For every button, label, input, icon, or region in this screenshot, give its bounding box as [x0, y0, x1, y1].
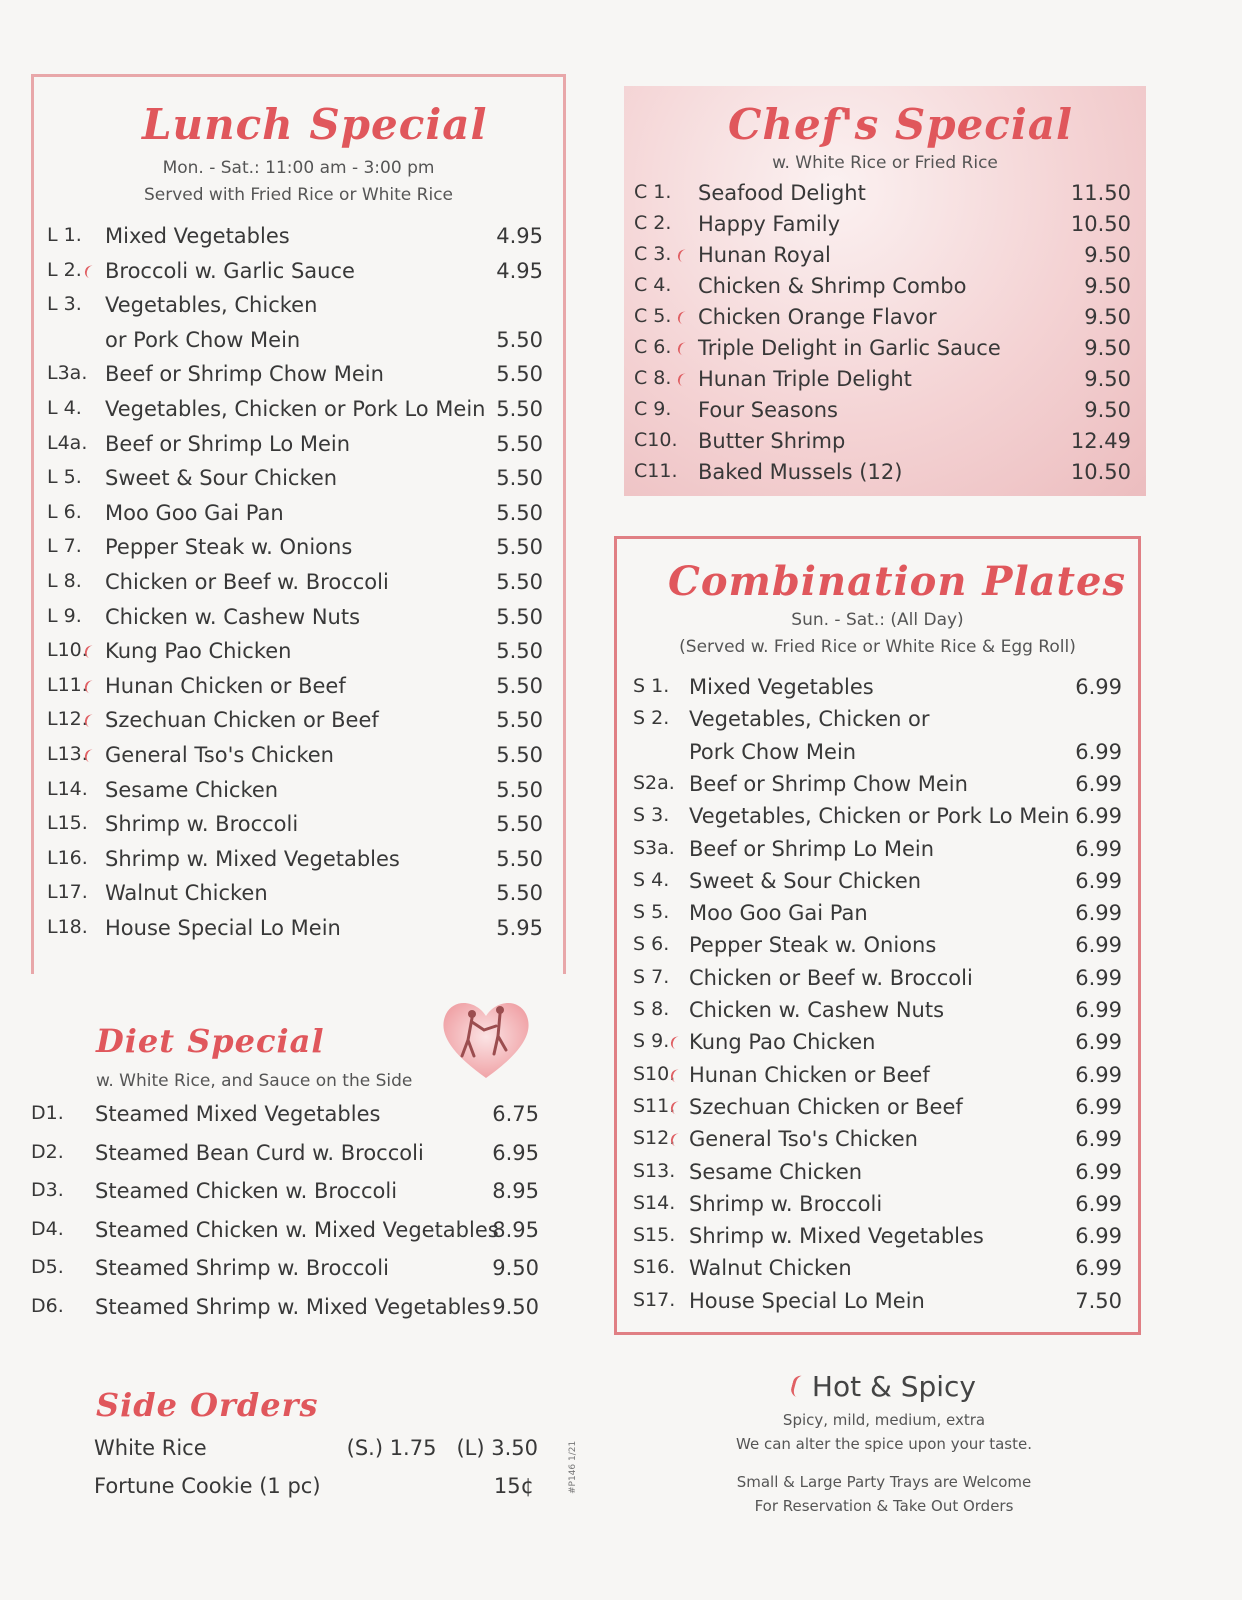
item-name: Chicken w. Cashew Nuts — [105, 604, 361, 629]
side-item-white-rice — [94, 1436, 538, 1464]
diet-menu-item — [31, 1256, 539, 1284]
combo-menu-item — [633, 933, 1122, 961]
item-name: Beef or Shrimp Chow Mein — [105, 362, 384, 387]
lunch-menu-item — [47, 466, 543, 494]
item-name: Walnut Chicken — [105, 881, 268, 906]
item-price: 8.95 — [492, 1217, 539, 1242]
lunch-menu-item — [47, 605, 543, 633]
item-price: 6.99 — [1075, 1094, 1122, 1119]
item-name: Sweet & Sour Chicken — [105, 466, 338, 491]
item-code: S13. — [633, 1159, 676, 1182]
item-code: C 8. — [634, 367, 672, 389]
item-name: Shrimp w. Mixed Vegetables — [105, 846, 400, 871]
item-code: C 3. — [634, 243, 672, 265]
lunch-menu-item — [47, 674, 543, 702]
combo-menu-item — [633, 1160, 1122, 1188]
item-price: 5.50 — [496, 327, 543, 352]
combination-plates-title: Combination Plates — [668, 558, 1126, 605]
item-code: L3a. — [47, 362, 88, 385]
item-code: S 2. — [633, 707, 670, 730]
item-price: 9.50 — [1084, 398, 1131, 422]
item-code: S11. — [633, 1094, 676, 1117]
item-price: 5.95 — [496, 916, 543, 940]
lunch-menu-item — [47, 639, 543, 667]
combo-menu-item — [633, 1256, 1122, 1284]
item-code: D2. — [31, 1140, 64, 1163]
item-name: General Tso's Chicken — [105, 743, 334, 767]
item-code: D4. — [31, 1217, 64, 1240]
item-price: 9.50 — [1084, 367, 1131, 391]
item-price: 5.50 — [496, 743, 543, 767]
lunch-menu-item — [47, 570, 543, 598]
item-name: Butter Shrimp — [698, 429, 846, 453]
lunch-menu-item — [47, 847, 543, 875]
item-code: L 2. — [47, 258, 82, 281]
chef-menu-item — [634, 429, 1131, 457]
combo-menu-item — [633, 707, 1122, 735]
item-name: Beef or Shrimp Lo Mein — [105, 431, 351, 456]
item-name: Moo Goo Gai Pan — [105, 500, 284, 525]
spicy-levels: Spicy, mild, medium, extra — [782, 1411, 986, 1429]
lunch-menu-item — [47, 708, 543, 736]
chili-pepper-icon — [676, 310, 687, 325]
item-code: L17. — [47, 881, 88, 904]
item-code: S 3. — [633, 804, 670, 827]
chef-menu-item — [634, 367, 1131, 395]
chef-menu-item — [634, 274, 1131, 302]
side-item-name: Fortune Cookie (1 pc) — [94, 1474, 321, 1498]
chefs-special-title: Chef's Special — [728, 100, 1073, 149]
item-price: 6.99 — [1075, 1256, 1122, 1281]
item-code: L 5. — [47, 466, 82, 489]
item-name: Steamed Chicken w. Broccoli — [95, 1179, 398, 1203]
lunch-served-note: Served with Fried Rice or White Rice — [143, 185, 454, 205]
item-price: 6.99 — [1075, 804, 1122, 829]
item-name: Mixed Vegetables — [105, 224, 290, 248]
item-code: D5. — [31, 1256, 64, 1278]
item-code: S 5. — [633, 901, 670, 924]
item-name: House Special Lo Mein — [105, 916, 341, 940]
item-name: Shrimp w. Mixed Vegetables — [689, 1224, 984, 1249]
item-name: Hunan Royal — [698, 243, 831, 267]
item-code: C 9. — [634, 398, 672, 420]
item-name: Beef or Shrimp Chow Mein — [689, 771, 968, 796]
item-code: L15. — [47, 812, 88, 835]
chili-pepper-icon — [676, 341, 687, 356]
item-price: 6.99 — [1075, 933, 1122, 958]
item-name: Happy Family — [698, 212, 840, 236]
item-name: Hunan Chicken or Beef — [105, 673, 346, 698]
item-code: C 2. — [634, 212, 672, 234]
item-code: C11. — [634, 460, 678, 482]
item-code: L11. — [47, 673, 88, 696]
item-code: C 5. — [634, 305, 672, 327]
combo-menu-item — [633, 998, 1122, 1026]
item-name: Steamed Shrimp w. Mixed Vegetables — [95, 1294, 491, 1319]
item-name: Chicken w. Cashew Nuts — [689, 998, 945, 1022]
item-name: Chicken or Beef w. Broccoli — [689, 965, 973, 990]
lunch-menu-item — [47, 916, 543, 944]
diet-special-title: Diet Special — [96, 1022, 325, 1060]
combo-menu-item — [633, 1063, 1122, 1091]
item-price: 5.50 — [496, 881, 543, 906]
item-name: Vegetables, Chicken — [105, 293, 318, 318]
item-price: 9.50 — [492, 1294, 539, 1319]
lunch-menu-item — [47, 812, 543, 840]
item-name: Pepper Steak w. Onions — [689, 933, 937, 958]
item-code: L10. — [47, 639, 88, 662]
heart-dancers-icon — [438, 996, 534, 1080]
hot-spicy-heading — [790, 1370, 976, 1403]
item-price: 5.50 — [496, 777, 543, 802]
combo-menu-item — [633, 1289, 1122, 1317]
item-code: L14. — [47, 777, 88, 800]
item-code: S15. — [633, 1224, 676, 1247]
item-price: 6.99 — [1075, 739, 1122, 764]
lunch-menu-item — [47, 362, 543, 390]
item-price: 12.49 — [1070, 429, 1131, 453]
item-code: S17. — [633, 1288, 676, 1311]
diet-menu-item — [31, 1102, 539, 1130]
combo-hours: Sun. - Sat.: (All Day) — [791, 610, 964, 630]
item-name: Beef or Shrimp Lo Mein — [689, 836, 935, 861]
combo-menu-item — [633, 804, 1122, 832]
item-price: 6.99 — [1075, 675, 1122, 699]
print-code: #P146 1/21 — [568, 1440, 578, 1494]
combo-menu-item — [633, 1127, 1122, 1155]
item-name: Mixed Vegetables — [689, 675, 874, 699]
item-code: S14. — [633, 1191, 676, 1214]
item-code: S2a. — [633, 771, 675, 794]
spicy-note: We can alter the spice upon your taste. — [736, 1435, 1032, 1453]
item-code: C10. — [634, 429, 678, 451]
chili-pepper-icon — [669, 1035, 680, 1050]
item-price: 9.50 — [1084, 336, 1131, 360]
item-name: Triple Delight in Garlic Sauce — [698, 336, 1001, 360]
item-code: S10. — [633, 1062, 676, 1085]
lunch-menu-item — [47, 501, 543, 529]
chili-pepper-icon — [676, 248, 687, 263]
item-price: 5.50 — [496, 397, 543, 421]
chef-menu-item — [634, 460, 1131, 488]
item-name: Pepper Steak w. Onions — [105, 535, 353, 560]
item-price: 6.75 — [492, 1102, 539, 1126]
item-name: Chicken or Beef w. Broccoli — [105, 570, 389, 594]
lunch-menu-item — [47, 881, 543, 909]
item-name: Hunan Triple Delight — [698, 367, 912, 391]
item-code: L 6. — [47, 500, 82, 523]
item-price: 5.50 — [496, 535, 543, 560]
diet-menu-item — [31, 1218, 539, 1246]
item-code: L 3. — [47, 293, 82, 316]
diet-note: w. White Rice, and Sauce on the Side — [96, 1071, 413, 1091]
lunch-hours: Mon. - Sat.: 11:00 am - 3:00 pm — [162, 158, 435, 178]
item-code: D6. — [31, 1294, 64, 1317]
item-price: 4.95 — [496, 224, 543, 248]
diet-menu-item — [31, 1295, 539, 1323]
item-name: House Special Lo Mein — [689, 1288, 925, 1313]
item-name: Szechuan Chicken or Beef — [105, 708, 379, 733]
combo-menu-item — [633, 1030, 1122, 1058]
combo-menu-item — [633, 675, 1122, 703]
item-price: 5.50 — [496, 466, 543, 491]
item-price: 5.50 — [496, 673, 543, 698]
lunch-menu-item — [47, 743, 543, 771]
item-name: Steamed Mixed Vegetables — [95, 1102, 381, 1126]
item-code: L4a. — [47, 431, 88, 454]
item-name: Vegetables, Chicken or Pork Lo Mein — [105, 397, 486, 421]
item-code: L 8. — [47, 570, 82, 592]
item-name: Sesame Chicken — [105, 777, 279, 802]
item-name: Steamed Bean Curd w. Broccoli — [95, 1140, 424, 1165]
item-price: 6.99 — [1075, 771, 1122, 796]
item-price: 6.99 — [1075, 1127, 1122, 1152]
side-orders-title: Side Orders — [96, 1386, 319, 1424]
item-code: S 6. — [633, 933, 670, 956]
item-price: 6.99 — [1075, 901, 1122, 926]
item-name: Broccoli w. Garlic Sauce — [105, 258, 355, 283]
item-code: L 4. — [47, 397, 82, 419]
item-name: Walnut Chicken — [689, 1256, 852, 1281]
item-name: Sweet & Sour Chicken — [689, 868, 922, 893]
item-code: L16. — [47, 846, 88, 869]
chili-pepper-icon — [83, 264, 94, 279]
item-price: 10.50 — [1070, 460, 1131, 484]
item-price: 6.99 — [1075, 998, 1122, 1022]
lunch-menu-item — [47, 432, 543, 460]
item-price: 5.50 — [496, 812, 543, 837]
item-code: S3a. — [633, 836, 675, 859]
item-price: 5.50 — [496, 431, 543, 456]
side-item-name: White Rice — [94, 1436, 207, 1460]
item-code: C 6. — [634, 336, 672, 358]
item-price: 5.50 — [496, 500, 543, 525]
combo-menu-item — [633, 901, 1122, 929]
combo-menu-item — [633, 966, 1122, 994]
item-price: 7.50 — [1075, 1288, 1122, 1313]
item-name: Four Seasons — [698, 398, 838, 422]
item-name: Hunan Chicken or Beef — [689, 1062, 930, 1087]
item-price: 11.50 — [1070, 181, 1131, 205]
item-price: 6.99 — [1075, 1030, 1122, 1055]
item-price: 5.50 — [496, 362, 543, 387]
reservation-note: For Reservation & Take Out Orders — [754, 1497, 1014, 1515]
item-code: S12. — [633, 1127, 676, 1150]
item-price: 6.95 — [492, 1140, 539, 1165]
lunch-menu-item — [47, 535, 543, 563]
item-name: Vegetables, Chicken or — [689, 707, 930, 732]
item-name: Kung Pao Chicken — [105, 639, 292, 664]
item-name: Chicken & Shrimp Combo — [698, 274, 967, 298]
item-price: 8.95 — [492, 1179, 539, 1203]
item-price: 5.50 — [496, 708, 543, 733]
item-name: Shrimp w. Broccoli — [689, 1191, 883, 1216]
combo-menu-item — [633, 1224, 1122, 1252]
item-code: C 4. — [634, 274, 672, 296]
item-price: 10.50 — [1070, 212, 1131, 236]
side-item-price: 15¢ — [493, 1474, 534, 1498]
item-name: Vegetables, Chicken or Pork Lo Mein — [689, 804, 1070, 829]
item-name: Steamed Chicken w. Mixed Vegetables — [95, 1217, 499, 1242]
item-name: Baked Mussels (12) — [698, 460, 903, 484]
item-code: L 7. — [47, 535, 82, 558]
item-code: L13. — [47, 743, 88, 765]
item-name: Kung Pao Chicken — [689, 1030, 876, 1055]
lunch-menu-item — [47, 328, 543, 356]
item-name: Pork Chow Mein — [689, 739, 857, 764]
item-code: S 1. — [633, 675, 670, 697]
item-price: 6.99 — [1075, 836, 1122, 861]
chili-pepper-icon — [789, 1374, 805, 1398]
item-price: 9.50 — [1084, 274, 1131, 298]
item-name: Sesame Chicken — [689, 1159, 863, 1184]
lunch-menu-item — [47, 224, 543, 252]
lunch-menu-item — [47, 293, 543, 321]
item-price: 5.50 — [496, 570, 543, 594]
diet-menu-item — [31, 1179, 539, 1207]
item-price: 4.95 — [496, 258, 543, 283]
combo-menu-item — [633, 772, 1122, 800]
item-code: D1. — [31, 1102, 64, 1124]
item-price: 6.99 — [1075, 1224, 1122, 1249]
item-name: or Pork Chow Mein — [105, 327, 301, 352]
lunch-menu-item — [47, 259, 543, 287]
chef-menu-item — [634, 181, 1131, 209]
item-price: 5.50 — [496, 846, 543, 871]
item-name: General Tso's Chicken — [689, 1127, 918, 1152]
chef-menu-item — [634, 212, 1131, 240]
lunch-special-title: Lunch Special — [142, 100, 488, 149]
item-code: S 8. — [633, 998, 670, 1020]
chef-menu-item — [634, 243, 1131, 271]
chef-menu-item — [634, 336, 1131, 364]
combo-menu-item — [633, 740, 1122, 768]
item-price: 9.50 — [492, 1256, 539, 1280]
item-code: L 1. — [47, 224, 82, 246]
combo-menu-item — [633, 1095, 1122, 1123]
side-item-fortune-cookie — [94, 1474, 534, 1502]
item-name: Chicken Orange Flavor — [698, 305, 937, 329]
item-name: Moo Goo Gai Pan — [689, 901, 868, 926]
item-price: 6.99 — [1075, 1159, 1122, 1184]
item-name: Steamed Shrimp w. Broccoli — [95, 1256, 389, 1280]
combo-menu-item — [633, 837, 1122, 865]
side-item-price: (S.) 1.75 (L) 3.50 — [346, 1436, 538, 1460]
diet-menu-item — [31, 1141, 539, 1169]
item-code: S 4. — [633, 868, 670, 891]
item-price: 6.99 — [1075, 965, 1122, 990]
chefs-special-note: w. White Rice or Fried Rice — [772, 153, 998, 173]
combo-served-note: (Served w. Fried Rice or White Rice & Egg Roll) — [679, 637, 1076, 657]
item-price: 5.50 — [496, 604, 543, 629]
lunch-menu-item — [47, 778, 543, 806]
item-code: S 9. — [633, 1030, 670, 1053]
party-trays-note: Small & Large Party Trays are Welcome — [736, 1473, 1032, 1491]
chef-menu-item — [634, 398, 1131, 426]
item-price: 9.50 — [1084, 243, 1131, 267]
item-name: Shrimp w. Broccoli — [105, 812, 299, 837]
item-price: 9.50 — [1084, 305, 1131, 329]
item-code: L18. — [47, 916, 88, 938]
item-code: D3. — [31, 1179, 64, 1201]
combo-menu-item — [633, 1192, 1122, 1220]
item-price: 6.99 — [1075, 1191, 1122, 1216]
item-code: S 7. — [633, 965, 670, 988]
item-name: Seafood Delight — [698, 181, 866, 205]
item-price: 6.99 — [1075, 868, 1122, 893]
item-code: L12. — [47, 708, 88, 731]
item-name: Szechuan Chicken or Beef — [689, 1094, 963, 1119]
chili-pepper-icon — [676, 372, 687, 387]
chef-menu-item — [634, 305, 1131, 333]
hot-spicy-title: Hot & Spicy — [811, 1370, 976, 1403]
item-code: L 9. — [47, 604, 82, 627]
lunch-menu-item — [47, 397, 543, 425]
item-price: 5.50 — [496, 639, 543, 664]
item-code: C 1. — [634, 181, 672, 203]
combo-menu-item — [633, 869, 1122, 897]
item-price: 6.99 — [1075, 1062, 1122, 1087]
item-code: S16. — [633, 1256, 676, 1279]
